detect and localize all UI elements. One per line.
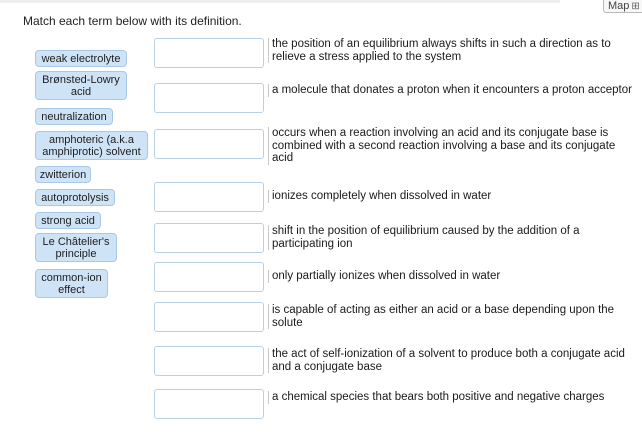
term-zwitterion[interactable]: zwitterion bbox=[35, 166, 91, 183]
drop-slot-5[interactable] bbox=[154, 223, 264, 253]
drop-slot-4[interactable] bbox=[154, 182, 264, 212]
term-bronsted-lowry-acid[interactable]: Brønsted-Lowry acid bbox=[35, 71, 127, 100]
term-le-chateliers-principle[interactable]: Le Châtelier's principle bbox=[35, 233, 117, 262]
term-strong-acid[interactable]: strong acid bbox=[35, 212, 101, 229]
map-button[interactable] bbox=[603, 0, 642, 13]
drop-slot-3[interactable] bbox=[154, 129, 264, 159]
definition-8: the act of self-ionization of a solvent to produce both a conjugate acid and a conjugate base bbox=[268, 348, 633, 373]
term-common-ion-effect[interactable]: common-ion effect bbox=[35, 269, 108, 298]
term-weak-electrolyte[interactable]: weak electrolyte bbox=[35, 50, 127, 67]
definition-9: a chemical species that bears both positive and negative charges bbox=[268, 391, 633, 404]
drop-slot-2[interactable] bbox=[154, 83, 264, 113]
term-neutralization[interactable]: neutralization bbox=[35, 108, 113, 125]
definition-6: only partially ionizes when dissolved in water bbox=[268, 270, 633, 283]
definition-2: a molecule that donates a proton when it encounters a proton acceptor bbox=[268, 84, 633, 97]
definition-1: the position of an equilibrium always shifts in such a direction as to relieve a stress applied to the system bbox=[268, 38, 633, 63]
drop-slot-8[interactable] bbox=[154, 346, 264, 376]
definition-3: occurs when a reaction involving an acid and its conjugate base is combined with a second reaction involving a base and its conjugate acid bbox=[268, 127, 633, 165]
drop-slot-1[interactable] bbox=[154, 38, 264, 68]
top-divider bbox=[0, 0, 560, 3]
term-autoprotolysis[interactable]: autoprotolysis bbox=[35, 189, 115, 206]
drop-slot-6[interactable] bbox=[154, 262, 264, 292]
drop-slot-7[interactable] bbox=[154, 302, 264, 332]
drop-slot-9[interactable] bbox=[154, 389, 264, 419]
definition-4: ionizes completely when dissolved in water bbox=[268, 190, 633, 203]
definition-7: is capable of acting as either an acid or a base depending upon the solute bbox=[268, 304, 633, 329]
map-label: Map bbox=[608, 0, 630, 12]
term-amphoteric-solvent[interactable]: amphoteric (a.k.a amphiprotic) solvent bbox=[35, 131, 148, 160]
instruction-text: Match each term below with its definition. bbox=[23, 14, 242, 28]
definition-5: shift in the position of equilibrium caused by the addition of a participating ion bbox=[268, 225, 633, 250]
grid-icon: ⊞ bbox=[631, 1, 640, 12]
